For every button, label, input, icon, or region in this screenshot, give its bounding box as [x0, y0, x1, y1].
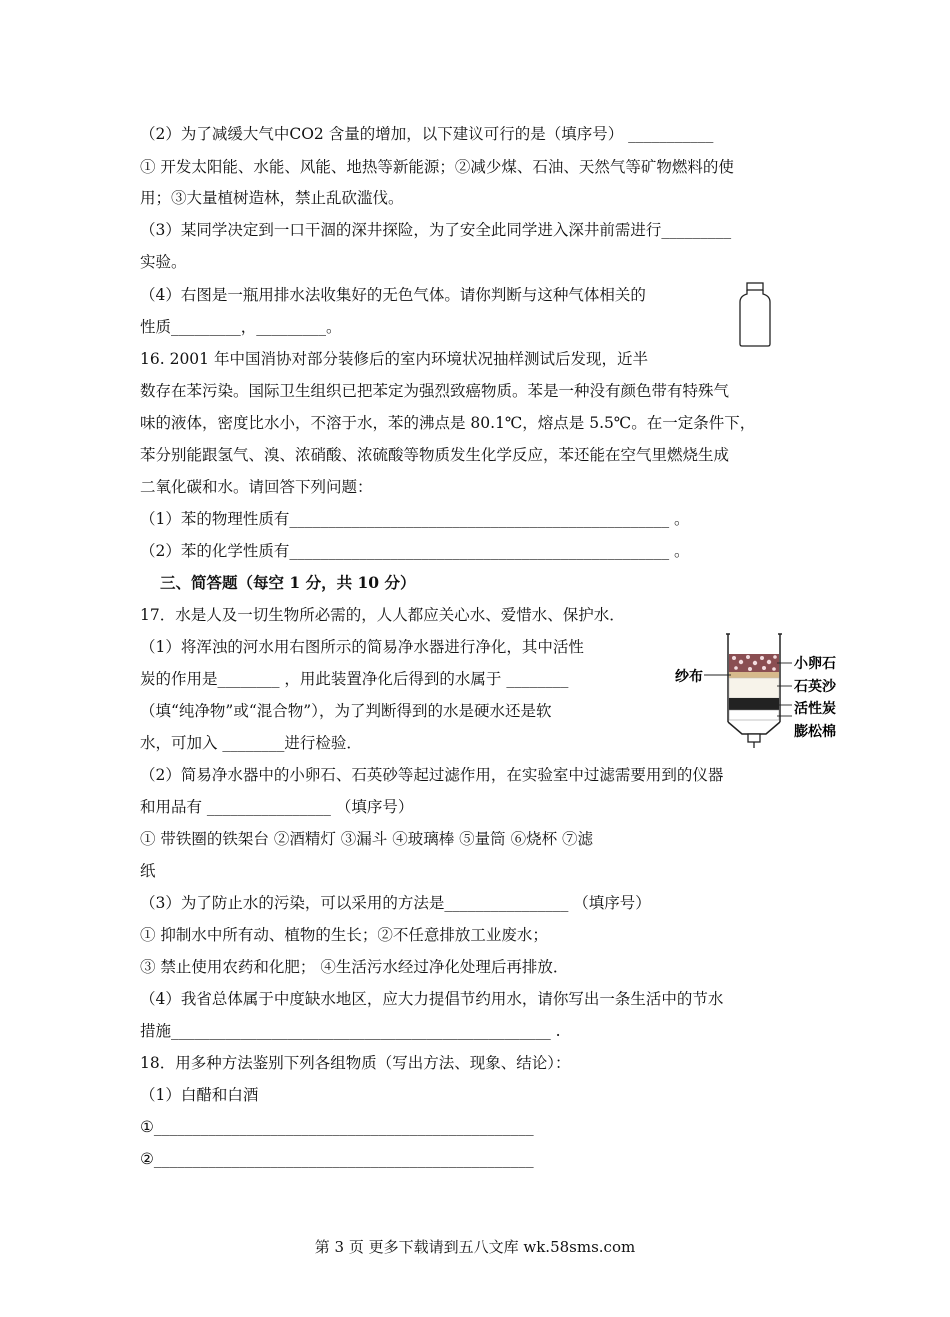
- q17-part2-line1: （2）简易净水器中的小卵石、石英砂等起过滤作用，在实验室中过滤需要用到的仪器: [140, 766, 724, 784]
- q17-part1-line3: （填“纯净物”或“混合物”），为了判断得到的水是硬水还是软: [140, 702, 552, 720]
- q15-options-line1: ① 开发太阳能、水能、风能、地热等新能源；②减少煤、石油、天然气等矿物燃料的使: [140, 158, 734, 176]
- filter-label-quartz-sand: 石英沙: [794, 679, 836, 695]
- q16-line4: 苯分别能跟氢气、溴、浓硝酸、浓硫酸等物质发生化学反应，苯还能在空气里燃烧生成: [140, 446, 730, 464]
- q17-part1-line1: （1）将浑浊的河水用右图所示的简易净水器进行净化，其中活性: [140, 638, 584, 656]
- q17-part2-options: ① 带铁圈的铁架台 ②酒精灯 ③漏斗 ④玻璃棒 ⑤量筒 ⑥烧杯 ⑦滤: [140, 830, 593, 848]
- q18-answer2: ②_________________________________________________: [140, 1150, 534, 1168]
- q16-answer2: （2）苯的化学性质有_________________________________________________ 。: [140, 542, 690, 560]
- q17-part3-option-line2: ③ 禁止使用农药和化肥； ④生活污水经过净化处理后再排放．: [140, 958, 569, 976]
- q17-part4-line1: （4）我省总体属于中度缺水地区，应大力提倡节约用水，请你写出一条生活中的节水: [140, 990, 724, 1008]
- q16-line3: 味的液体，密度比水小，不溶于水，苯的沸点是 80.1℃，熔点是 5.5℃。在一定条件下，: [140, 414, 756, 432]
- q17-part1-line2: 炭的作用是________ ，用此装置净化后得到的水属于 ________: [140, 670, 569, 688]
- q15-part3-line1: （3）某同学决定到一口干涸的深井探险，为了安全此同学进入深井前需进行_________: [140, 221, 732, 239]
- q15-part4-line1: （4）右图是一瓶用排水法收集好的无色气体。请你判断与这种气体相关的: [140, 286, 646, 304]
- q15-options-line2: 用；③大量植树造林，禁止乱砍滥伐。: [140, 189, 404, 207]
- q17-part2-options-cont: 纸: [140, 862, 156, 880]
- q16-line2: 数存在苯污染。国际卫生组织已把苯定为强烈致癌物质。苯是一种没有颜色带有特殊气: [140, 382, 730, 400]
- q15-part2: （2）为了减缓大气中CO2 含量的增加，以下建议可行的是（填序号） ___________: [140, 125, 714, 143]
- q17-part3-line1: （3）为了防止水的污染，可以采用的方法是________________ （填序号）: [140, 894, 651, 912]
- q17-part3-option-line1: ① 抑制水中所有动、植物的生长；②不任意排放工业废水；: [140, 926, 548, 944]
- q15-part3-line2: 实验。: [140, 253, 187, 271]
- page-footer: 第 3 页 更多下载请到五八文库 wk.58sms.com: [314, 1238, 636, 1256]
- q17-stem: 17．水是人及一切生物所必需的，人人都应关心水、爱惜水、保护水．: [140, 606, 625, 624]
- q16-line1: 16. 2001 年中国消协对部分装修后的室内环境状况抽样测试后发现，近半: [140, 350, 648, 368]
- gas-bottle-icon: [738, 282, 772, 348]
- q17-part1-line4: 水，可加入 ________进行检验．: [140, 734, 362, 752]
- filter-label-cotton: 膨松棉: [794, 724, 836, 740]
- q17-part4-line2: 措施_________________________________________________ .: [140, 1022, 561, 1040]
- section3-title: 三、简答题（每空 1 分，共 10 分）: [160, 573, 416, 592]
- filter-label-activated-carbon: 活性炭: [794, 701, 836, 717]
- q18-part1: （1）白醋和白酒: [140, 1086, 259, 1104]
- q16-answer1: （1）苯的物理性质有_________________________________________________ 。: [140, 510, 690, 528]
- q18-stem: 18．用多种方法鉴别下列各组物质（写出方法、现象、结论）：: [140, 1054, 571, 1072]
- filter-label-pebbles: 小卵石: [794, 656, 836, 672]
- water-filter-figure: [674, 632, 859, 750]
- q17-part2-line2: 和用品有 ________________ （填序号）: [140, 798, 414, 816]
- q18-answer1: ①_________________________________________________: [140, 1118, 534, 1136]
- q15-part4-line2: 性质_________，_________。: [140, 318, 342, 336]
- q16-line5: 二氧化碳和水。请回答下列问题：: [140, 478, 373, 496]
- filter-label-gauze: 纱布: [675, 669, 703, 685]
